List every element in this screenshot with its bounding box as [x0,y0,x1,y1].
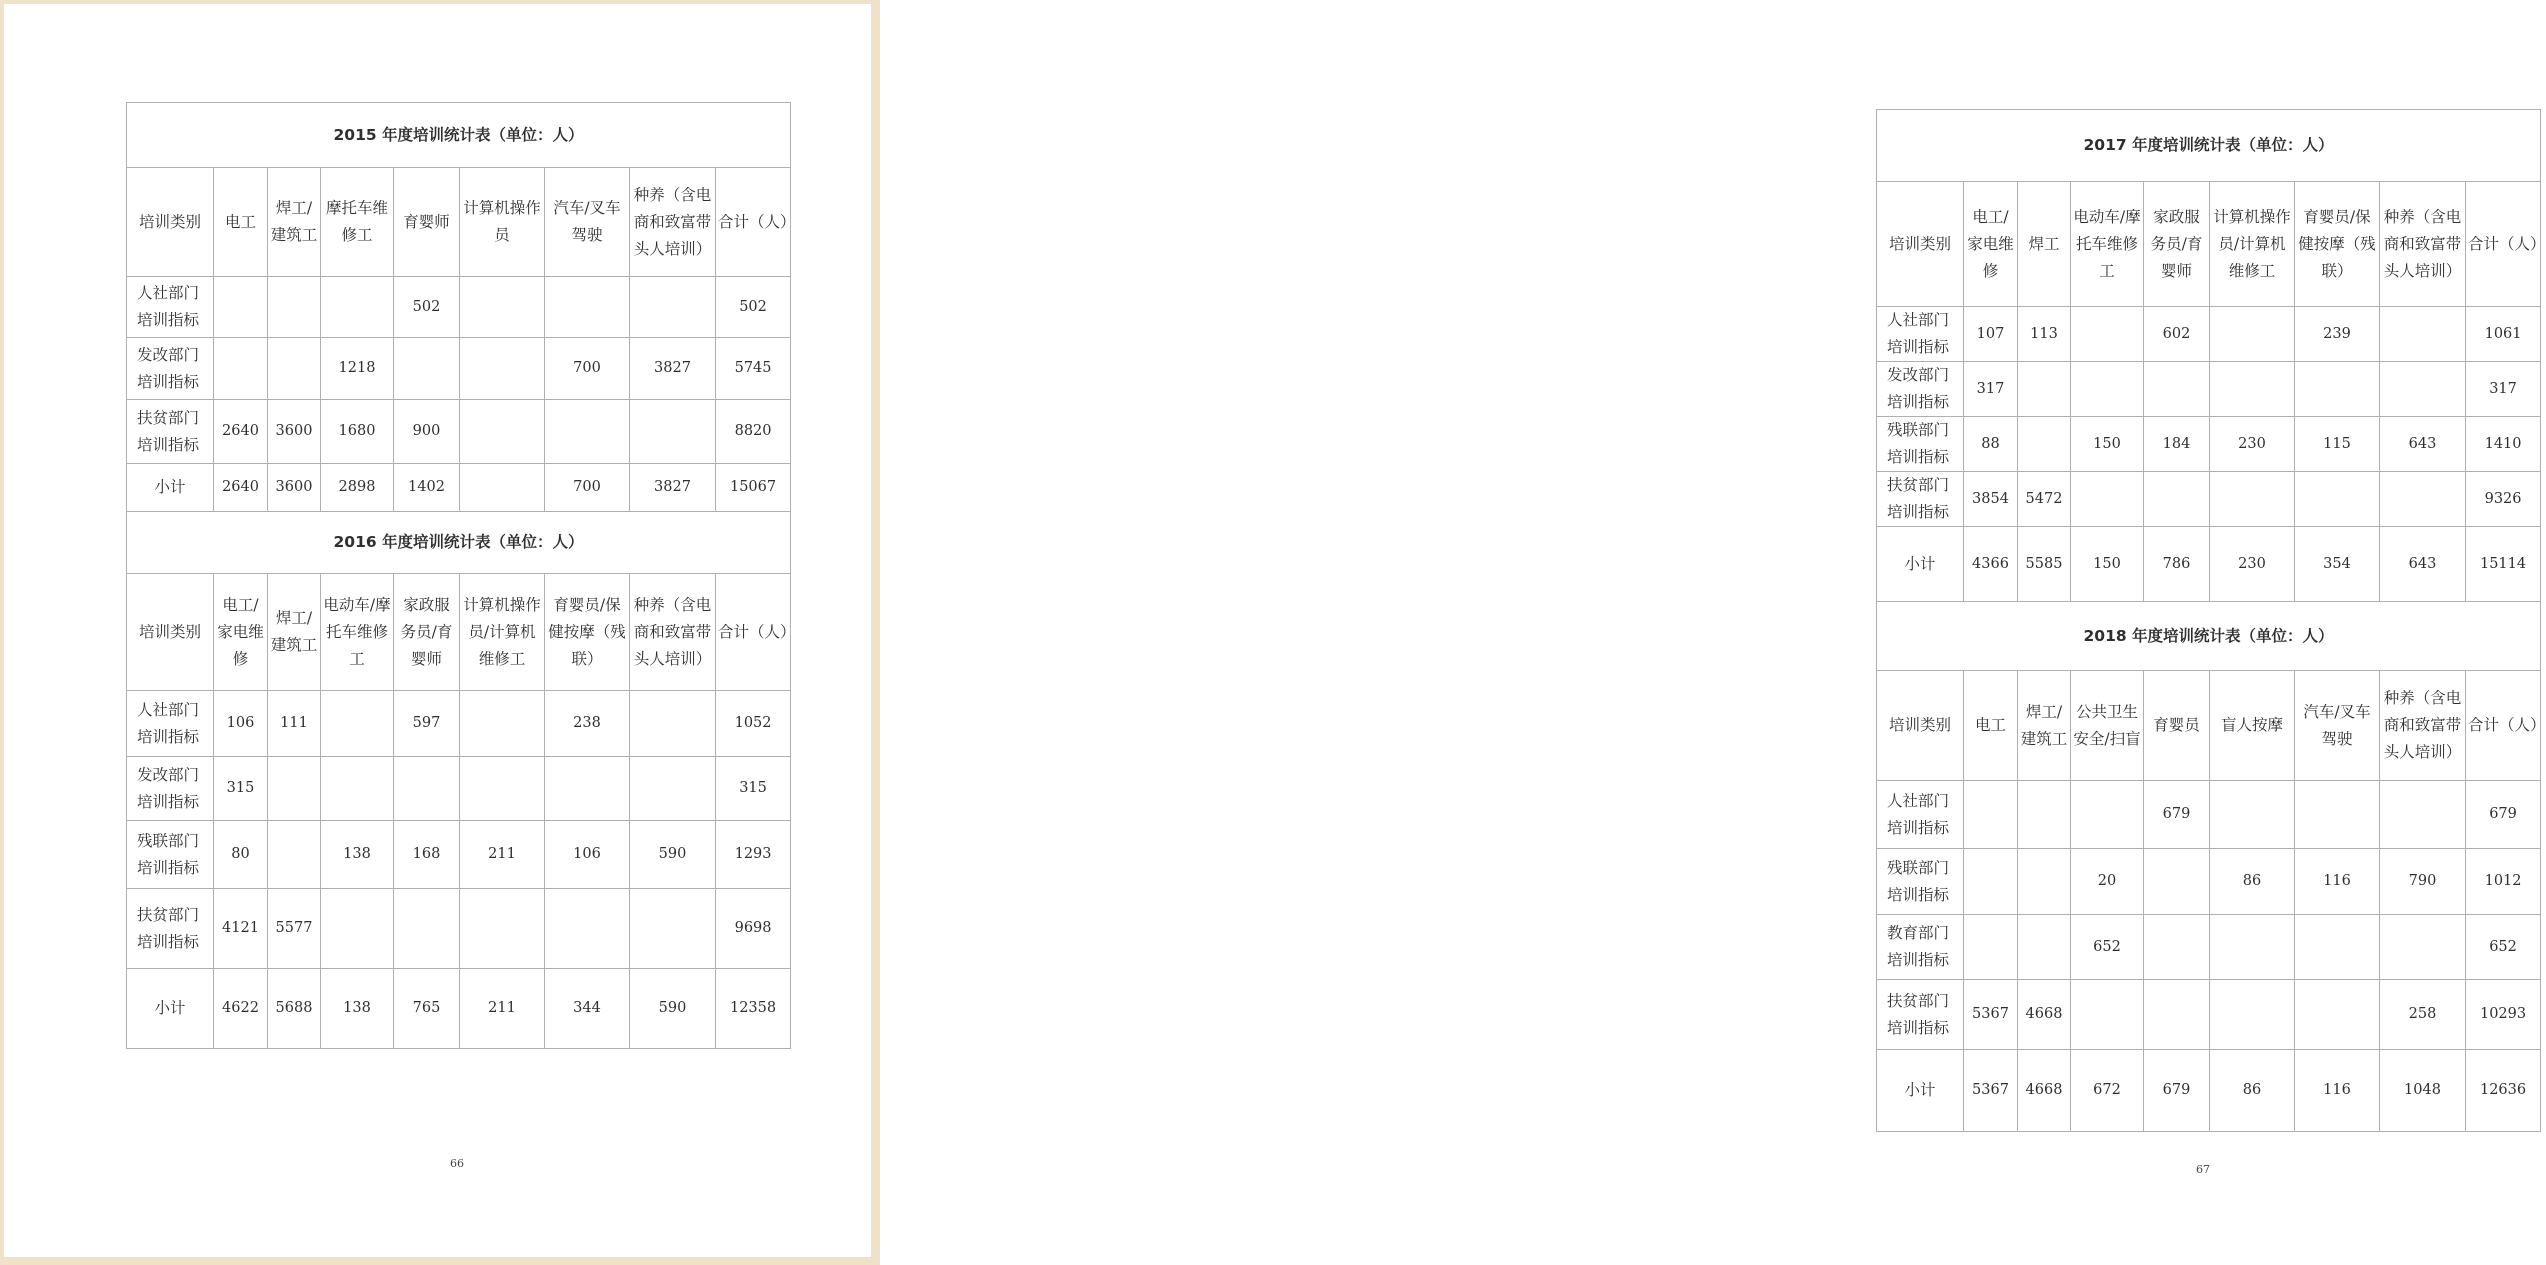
column-header: 焊工/建筑工 [268,574,321,691]
column-header: 电工/家电维修 [1964,182,2018,307]
table-cell [2144,849,2210,915]
table-cell: 211 [460,969,545,1049]
table-row [127,821,791,889]
table-cell [321,277,394,338]
table-cell [2144,472,2210,527]
table-cell: 106 [214,691,268,757]
row-label: 小计 [1877,1050,1964,1132]
table-cell: 5585 [2018,527,2071,602]
table-cell: 3827 [630,338,716,400]
table-cell: 4121 [214,889,268,969]
table-row [1877,527,2541,602]
table-cell: 317 [1964,362,2018,417]
column-header: 公共卫生安全/扫盲 [2071,671,2144,781]
table-cell [214,277,268,338]
row-label: 人社部门培训指标 [127,277,214,338]
table-cell: 88 [1964,417,2018,472]
column-header: 家政服务员/育婴师 [394,574,460,691]
table-title: 2015 年度培训统计表（单位：人） [127,103,791,168]
table-cell: 15114 [2466,527,2541,602]
table-cell [460,757,545,821]
table-cell [2018,781,2071,849]
page-number: 66 [450,1157,464,1170]
table-cell [2380,781,2466,849]
table-title: 2016 年度培训统计表（单位：人） [127,512,791,574]
table-cell: 12358 [716,969,791,1049]
table-cell [2071,781,2144,849]
table-row [127,464,791,512]
table-cell [2018,417,2071,472]
row-label: 扶贫部门培训指标 [127,400,214,464]
row-label: 发改部门培训指标 [127,757,214,821]
table-cell [630,691,716,757]
row-label: 人社部门培训指标 [127,691,214,757]
table-cell: 1052 [716,691,791,757]
row-label: 人社部门培训指标 [1877,307,1964,362]
table-cell: 315 [214,757,268,821]
table-header-row [127,168,791,277]
column-header: 育婴员 [2144,671,2210,781]
table-row [127,277,791,338]
table-cell [2144,980,2210,1050]
row-label: 发改部门培训指标 [1877,362,1964,417]
table-cell: 672 [2071,1050,2144,1132]
left-page [4,4,871,1257]
table-cell: 1012 [2466,849,2541,915]
table-cell: 2898 [321,464,394,512]
table-cell: 115 [2295,417,2380,472]
table-cell: 86 [2210,849,2295,915]
table-cell: 9698 [716,889,791,969]
table-cell: 230 [2210,527,2295,602]
table-cell [630,277,716,338]
table-cell [2210,980,2295,1050]
table-cell [2380,362,2466,417]
row-label: 小计 [127,969,214,1049]
table-cell [460,277,545,338]
column-header: 合计（人） [2466,182,2541,307]
table-cell [2210,915,2295,980]
table-cell: 238 [545,691,630,757]
row-label: 扶贫部门培训指标 [127,889,214,969]
table-cell: 4622 [214,969,268,1049]
column-header: 合计（人） [716,168,791,277]
row-label: 残联部门培训指标 [127,821,214,889]
table-row [1877,417,2541,472]
table-cell [321,691,394,757]
table-cell: 15067 [716,464,791,512]
table-row [1877,307,2541,362]
table-cell: 5688 [268,969,321,1049]
table-cell: 597 [394,691,460,757]
table-cell [2018,362,2071,417]
table-cell: 786 [2144,527,2210,602]
table-cell: 1218 [321,338,394,400]
row-label: 小计 [1877,527,1964,602]
table-row [127,691,791,757]
table-cell: 211 [460,821,545,889]
table-cell [545,400,630,464]
table-cell: 643 [2380,417,2466,472]
table-cell: 3600 [268,464,321,512]
table-cell: 765 [394,969,460,1049]
table-cell: 10293 [2466,980,2541,1050]
table-cell [2380,915,2466,980]
table-cell [2144,915,2210,980]
table-cell [630,400,716,464]
table-cell [2210,307,2295,362]
column-header: 电动车/摩托车维修工 [2071,182,2144,307]
table-cell [2210,362,2295,417]
table-cell: 1293 [716,821,791,889]
column-header: 汽车/叉车驾驶 [545,168,630,277]
table-cell: 9326 [2466,472,2541,527]
table-cell: 4668 [2018,980,2071,1050]
column-header: 电工/家电维修 [214,574,268,691]
table-cell: 502 [394,277,460,338]
table-cell: 643 [2380,527,2466,602]
table-cell: 168 [394,821,460,889]
column-header: 计算机操作员/计算机维修工 [2210,182,2295,307]
table-cell: 2640 [214,464,268,512]
column-header: 合计（人） [2466,671,2541,781]
table-cell: 5472 [2018,472,2071,527]
table-cell: 1048 [2380,1050,2466,1132]
table-cell [268,338,321,400]
table-cell: 679 [2144,1050,2210,1132]
row-label: 残联部门培训指标 [1877,849,1964,915]
table-cell: 602 [2144,307,2210,362]
table-cell [460,464,545,512]
table-cell [1964,781,2018,849]
table-cell [2380,472,2466,527]
table-cell [630,757,716,821]
table-cell: 80 [214,821,268,889]
column-header: 电动车/摩托车维修工 [321,574,394,691]
table-cell [545,757,630,821]
table-cell [630,889,716,969]
table-cell: 3854 [1964,472,2018,527]
table-cell: 258 [2380,980,2466,1050]
table-cell: 5577 [268,889,321,969]
table-cell [460,338,545,400]
table-cell [214,338,268,400]
table-cell: 5367 [1964,1050,2018,1132]
table-row [127,969,791,1049]
table-row [127,338,791,400]
table-row [1877,980,2541,1050]
table-cell [545,277,630,338]
page-number: 67 [2196,1163,2210,1176]
column-header: 焊工/建筑工 [268,168,321,277]
column-header: 焊工/建筑工 [2018,671,2071,781]
table-cell [2071,362,2144,417]
table-cell: 900 [394,400,460,464]
column-header: 计算机操作员 [460,168,545,277]
row-label: 发改部门培训指标 [127,338,214,400]
table-cell: 652 [2466,915,2541,980]
column-header: 育婴员/保健按摩（残联） [545,574,630,691]
table-cell: 113 [2018,307,2071,362]
right-page-tables [1876,109,2546,1132]
table-cell [268,757,321,821]
table-cell [2071,307,2144,362]
table-cell [2071,472,2144,527]
column-header: 育婴师 [394,168,460,277]
column-header: 种养（含电商和致富带头人培训） [2380,671,2466,781]
table-cell: 3600 [268,400,321,464]
right-page [884,0,2546,1265]
table-cell: 230 [2210,417,2295,472]
left-page-tables [126,102,796,1049]
table-cell: 1410 [2466,417,2541,472]
column-header: 育婴员/保健按摩（残联） [2295,182,2380,307]
table-cell [545,889,630,969]
table-cell [394,889,460,969]
table-cell: 679 [2466,781,2541,849]
row-label: 人社部门培训指标 [1877,781,1964,849]
table-cell: 590 [630,821,716,889]
table-cell: 12636 [2466,1050,2541,1132]
table-cell [460,889,545,969]
table-cell: 106 [545,821,630,889]
table-cell: 679 [2144,781,2210,849]
column-header: 摩托车维修工 [321,168,394,277]
table-row [1877,849,2541,915]
table-cell [2071,980,2144,1050]
table-row [1877,362,2541,417]
table-cell [321,757,394,821]
column-header: 电工 [214,168,268,277]
table-cell: 315 [716,757,791,821]
table-cell: 1402 [394,464,460,512]
column-header: 培训类别 [127,574,214,691]
table-cell: 700 [545,338,630,400]
table-row [1877,472,2541,527]
table-header-row [127,574,791,691]
table-cell: 344 [545,969,630,1049]
table-cell [2018,849,2071,915]
table-cell: 5745 [716,338,791,400]
table-title: 2018 年度培训统计表（单位：人） [1877,602,2541,671]
table-cell: 590 [630,969,716,1049]
table-cell [1964,849,2018,915]
table-cell [2144,362,2210,417]
table-cell: 138 [321,969,394,1049]
table-cell [2295,915,2380,980]
column-header: 电工 [1964,671,2018,781]
table-cell: 1680 [321,400,394,464]
table-row [127,757,791,821]
table-cell: 86 [2210,1050,2295,1132]
table-cell: 700 [545,464,630,512]
table-cell [2210,781,2295,849]
table-cell: 116 [2295,1050,2380,1132]
row-label: 小计 [127,464,214,512]
table-cell [394,338,460,400]
column-header: 汽车/叉车驾驶 [2295,671,2380,781]
table-cell: 652 [2071,915,2144,980]
table-cell: 116 [2295,849,2380,915]
table-cell: 502 [716,277,791,338]
column-header: 种养（含电商和致富带头人培训） [630,168,716,277]
table-cell [2210,472,2295,527]
column-header: 培训类别 [1877,671,1964,781]
column-header: 计算机操作员/计算机维修工 [460,574,545,691]
table-cell [1964,915,2018,980]
column-header: 培训类别 [127,168,214,277]
column-header: 合计（人） [716,574,791,691]
table-title: 2017 年度培训统计表（单位：人） [1877,110,2541,182]
row-label: 残联部门培训指标 [1877,417,1964,472]
table-cell: 354 [2295,527,2380,602]
table-cell: 4668 [2018,1050,2071,1132]
table-cell [2295,362,2380,417]
table-cell: 138 [321,821,394,889]
table-cell: 184 [2144,417,2210,472]
row-label: 教育部门培训指标 [1877,915,1964,980]
column-header: 焊工 [2018,182,2071,307]
table-cell [460,400,545,464]
table-cell: 4366 [1964,527,2018,602]
table-cell: 3827 [630,464,716,512]
column-header: 种养（含电商和致富带头人培训） [630,574,716,691]
table-cell: 317 [2466,362,2541,417]
column-header: 种养（含电商和致富带头人培训） [2380,182,2466,307]
table-cell: 239 [2295,307,2380,362]
table-cell: 2640 [214,400,268,464]
table-cell: 150 [2071,417,2144,472]
table-header-row [1877,671,2541,781]
table-cell [2295,781,2380,849]
table-cell [2295,980,2380,1050]
table-cell [321,889,394,969]
table-cell [2380,307,2466,362]
row-label: 扶贫部门培训指标 [1877,980,1964,1050]
table-cell [394,757,460,821]
table-row [1877,915,2541,980]
table-cell [268,277,321,338]
table-cell: 150 [2071,527,2144,602]
column-header: 培训类别 [1877,182,1964,307]
column-header: 家政服务员/育婴师 [2144,182,2210,307]
table-cell [460,691,545,757]
row-label: 扶贫部门培训指标 [1877,472,1964,527]
table-cell [268,821,321,889]
table-cell [2018,915,2071,980]
table-cell: 107 [1964,307,2018,362]
table-row [1877,1050,2541,1132]
table-cell: 5367 [1964,980,2018,1050]
table-cell [2295,472,2380,527]
table-header-row [1877,182,2541,307]
table-cell: 8820 [716,400,791,464]
table-cell: 790 [2380,849,2466,915]
table-row [1877,781,2541,849]
table-row [127,889,791,969]
table-cell: 1061 [2466,307,2541,362]
column-header: 盲人按摩 [2210,671,2295,781]
table-cell: 20 [2071,849,2144,915]
table-row [127,400,791,464]
table-cell: 111 [268,691,321,757]
